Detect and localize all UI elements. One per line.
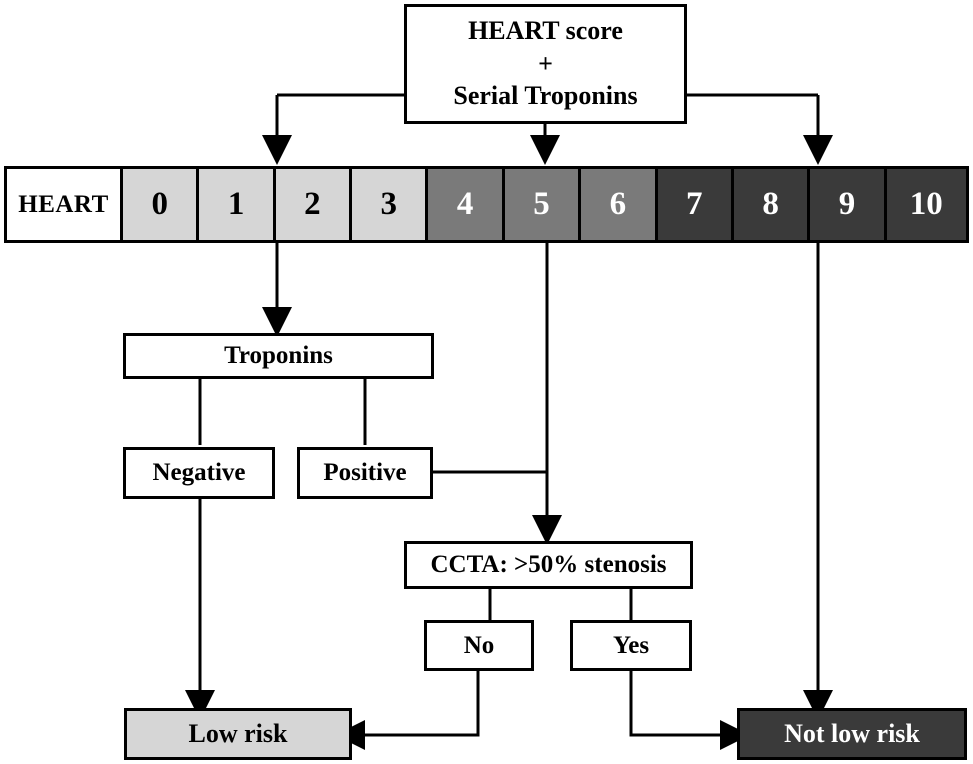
heart-cell-0[interactable]: 0	[123, 169, 199, 240]
heart-cell-6[interactable]: 6	[581, 169, 657, 240]
title-line-3: Serial Troponins	[453, 81, 638, 111]
heart-cell-5[interactable]: 5	[505, 169, 581, 240]
heart-scale-label: HEART	[7, 169, 123, 240]
heart-cell-10[interactable]: 10	[887, 169, 966, 240]
low-risk-box: Low risk	[124, 708, 352, 760]
yes-box: Yes	[570, 620, 692, 671]
heart-cell-8[interactable]: 8	[734, 169, 810, 240]
heart-cell-3[interactable]: 3	[352, 169, 428, 240]
not-low-risk-box: Not low risk	[737, 708, 967, 760]
heart-cell-1[interactable]: 1	[199, 169, 275, 240]
heart-cell-9[interactable]: 9	[810, 169, 886, 240]
troponins-box: Troponins	[123, 333, 434, 379]
heart-cell-2[interactable]: 2	[276, 169, 352, 240]
heart-cell-4[interactable]: 4	[428, 169, 504, 240]
heart-score-scale	[4, 166, 969, 243]
positive-box: Positive	[297, 447, 433, 499]
no-box: No	[424, 620, 534, 671]
title-line-2: +	[538, 48, 553, 78]
heart-score-title-box	[404, 4, 687, 124]
title-line-1: HEART score	[468, 16, 623, 46]
ccta-box: CCTA: >50% stenosis	[404, 541, 693, 589]
negative-box: Negative	[123, 447, 275, 499]
heart-cell-7[interactable]: 7	[658, 169, 734, 240]
